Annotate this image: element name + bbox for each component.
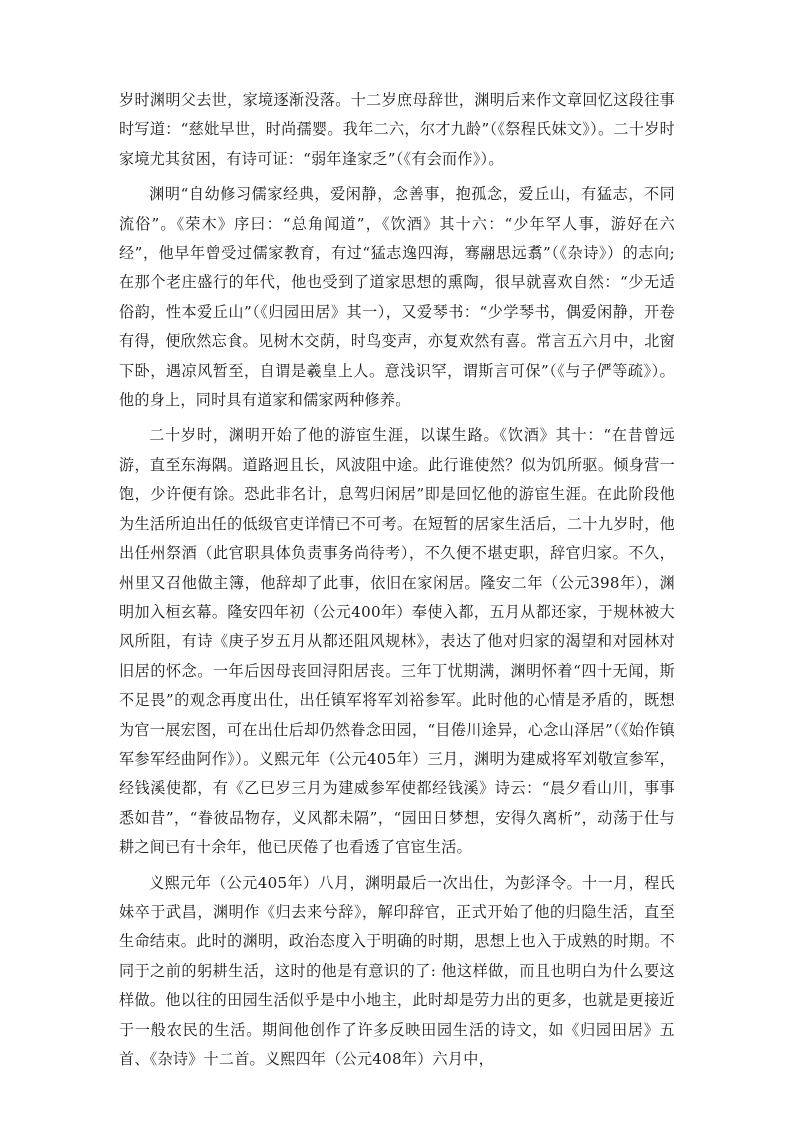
paragraph-2: 渊明“自幼修习儒家经典，爱闲静，念善事，抱孤念，爱丘山，有猛志，不同流俗”。《荣木》序曰：“总角闻道”，《饮酒》其十六：“少年罕人事，游好在六经”，他早年曾受过儒家教育，有过“猛志逸四海，骞翮思远翥”（《杂诗》）的志向;在那个老庄盛行的年代，他也受到了道家思想的熏陶，很早就喜欢自然：“少无适俗韵，性本爱丘山”（《归园田居》其一），又爱琴书：“少学琴书，偶爱闲静，开卷有得，便欣然忘食。见树木交荫，时鸟变声，亦复欢然有喜。常言五六月中，北窗下卧，遇凉风暂至，自谓是羲皇上人。意浅识罕，谓斯言可保”（《与子俨等疏》）。他的身上，同时具有道家和儒家两种修养。 (119, 185, 675, 410)
paragraph-4: 义熙元年（公元405年）八月，渊明最后一次出仕，为彭泽令。十一月，程氏妹卒于武昌，渊明作《归去来兮辞》，解印辞官，正式开始了他的归隐生活，直至生命结束。此时的渊明，政治态度入于明确的时期，思想上也入于成熟的时期。不同于之前的躬耕生活，这时的他是有意识的了: 他这样做，而且也明白为什么要这样做。他以往的田园生活似乎是中小地主，此时却是劳力出的更多，也就是更接近于一般农民的生活。期间他创作了许多反映田园生活的诗文，如《归园田居》五首、《杂诗》十二首。义熙四年（公元408年）六月中， (119, 873, 675, 1068)
paragraph-1: 岁时渊明父去世，家境逐渐没落。十二岁庶母辞世，渊明后来作文章回忆这段往事时写道：“慈妣早世，时尚孺婴。我年二六，尔才九龄”（《祭程氏妹文》）。二十岁时家境尤其贫困，有诗可证：“弱年逢家乏”（《有会而作》）。 (119, 91, 675, 168)
paragraph-3: 二十岁时，渊明开始了他的游宦生涯，以谋生路。《饮酒》其十：“在昔曾远游，直至东海隅。道路迥且长，风波阻中途。此行谁使然？似为饥所驱。倾身营一饱，少许便有馀。恐此非名计，息驾归闲居”即是回忆他的游宦生涯。在此阶段他为生活所迫出任的低级官吏详情已不可考。在短暂的居家生活后，二十九岁时，他出任州祭酒（此官职具体负责事务尚待考），不久便不堪吏职，辞官归家。不久，州里又召他做主簿，他辞却了此事，依旧在家闲居。隆安二年（公元398年），渊明加入桓玄幕。隆安四年初（公元400年）奉使入都，五月从都还家，于规林被大风所阻，有诗《庚子岁五月从都还阻风规林》，表达了他对归家的渴望和对园林对旧居的怀念。一年后因母丧回浔阳居丧。三年丁忧期满，渊明怀着“四十无闻，斯不足畏”的观念再度出仕，出任镇军将军刘裕参军。此时他的心情是矛盾的，既想为官一展宏图，可在出仕后却仍然眷念田园，“目倦川途异，心念山泽居”（《始作镇军参军经曲阿作》）。义熙元年（公元405年）三月，渊明为建威将军刘敬宣参军，经钱溪使都，有《乙巳岁三月为建威参军使都经钱溪》诗云：“晨夕看山川，事事悉如昔”，“眷彼品物存，义风都未隔”，“园田日梦想，安得久离析”，动荡于仕与耕之间已有十余年，他已厌倦了也看透了官宦生活。 (119, 426, 675, 857)
document-page (119, 86, 675, 1080)
